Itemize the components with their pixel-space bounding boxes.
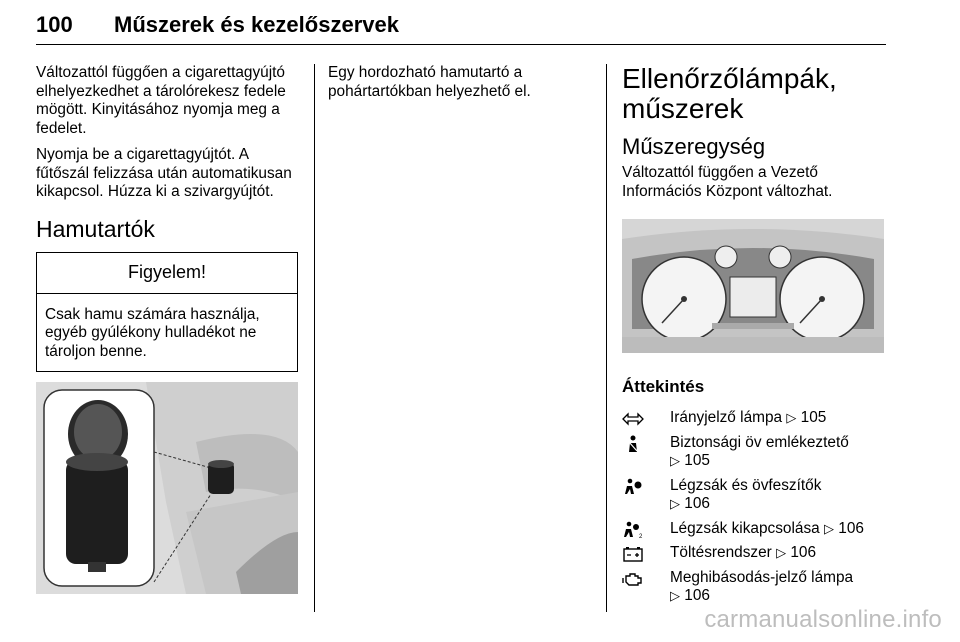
ashtray-illustration (36, 382, 298, 594)
column-3 (622, 64, 888, 612)
warning-title: Figyelem! (37, 253, 297, 294)
paragraph: Nyomja be a cigarettagyújtót. A fűtőszál felizzása után automatikusan kikapcsol. Húzza ki a szivargyújtót. (36, 146, 292, 200)
item-label: Meghibásodás-jelző lámpa (670, 568, 854, 586)
column-1 (36, 64, 300, 594)
engine-icon (622, 570, 644, 588)
paragraph: Változattól függően a Vezető Információs Központ változhat. (622, 164, 833, 200)
ashtray-drawing (36, 382, 298, 594)
warning-text: Csak hamu számára használja, egyéb gyúlékony hulladékot ne tároljon benne. (45, 305, 260, 360)
reference-arrow-icon: ▷ (670, 453, 680, 468)
reference-arrow-icon: ▷ (670, 496, 680, 511)
item-label: Töltésrendszer (670, 544, 772, 561)
item-label: Irányjelző lámpa (670, 409, 783, 426)
page-reference: 105 (800, 409, 827, 426)
overview-heading: Áttekintés (622, 377, 705, 396)
item-label: Légzsák és övfeszítők (670, 476, 822, 494)
item-label: Biztonsági öv emlékeztető (670, 433, 849, 451)
list-item (622, 434, 888, 471)
watermark: carmanualsonline.info (704, 606, 942, 633)
instrument-cluster-illustration (622, 219, 884, 353)
page-reference: 105 (684, 452, 710, 469)
item-label: Légzsák kikapcsolása (670, 519, 820, 537)
reference-arrow-icon: ▷ (786, 410, 797, 425)
column-divider (606, 64, 607, 612)
paragraph: Változattól függően a cigarettagyújtó elhelyezkedhet a tárolórekesz fedele mögött. Kinyitásához nyomja meg a fedelet. (36, 64, 286, 137)
svg-text:2: 2 (639, 533, 643, 539)
instrument-cluster-drawing (622, 219, 884, 353)
list-item (622, 477, 888, 514)
list-item (622, 569, 888, 606)
reference-arrow-icon: ▷ (824, 520, 834, 536)
page-reference: 106 (684, 587, 710, 604)
page-reference: 106 (684, 495, 710, 512)
paragraph: Egy hordozható hamutartó a pohártartókban helyezhető el. (328, 64, 531, 100)
airbag-off-icon (622, 521, 644, 539)
page-reference: 106 (838, 519, 864, 537)
battery-icon (622, 545, 644, 563)
page-header (36, 6, 886, 45)
reference-arrow-icon: ▷ (670, 588, 680, 603)
page-reference: 106 (790, 544, 817, 561)
column-divider (314, 64, 315, 612)
airbag-icon (622, 478, 644, 496)
page-number: 100 (36, 12, 73, 37)
section-heading: Műszeregység (622, 134, 766, 159)
list-item (622, 520, 888, 539)
list-item (622, 544, 888, 563)
page-title: Műszerek és kezelőszervek (114, 12, 399, 37)
chapter-heading: Ellenőrzőlámpák, műszerek (622, 63, 837, 124)
reference-arrow-icon: ▷ (776, 545, 787, 560)
section-heading: Hamutartók (36, 215, 155, 242)
seatbelt-icon (622, 435, 644, 453)
list-item (622, 409, 888, 428)
turn-signal-icon (622, 410, 644, 428)
column-2 (328, 64, 590, 109)
warning-box (36, 252, 298, 373)
